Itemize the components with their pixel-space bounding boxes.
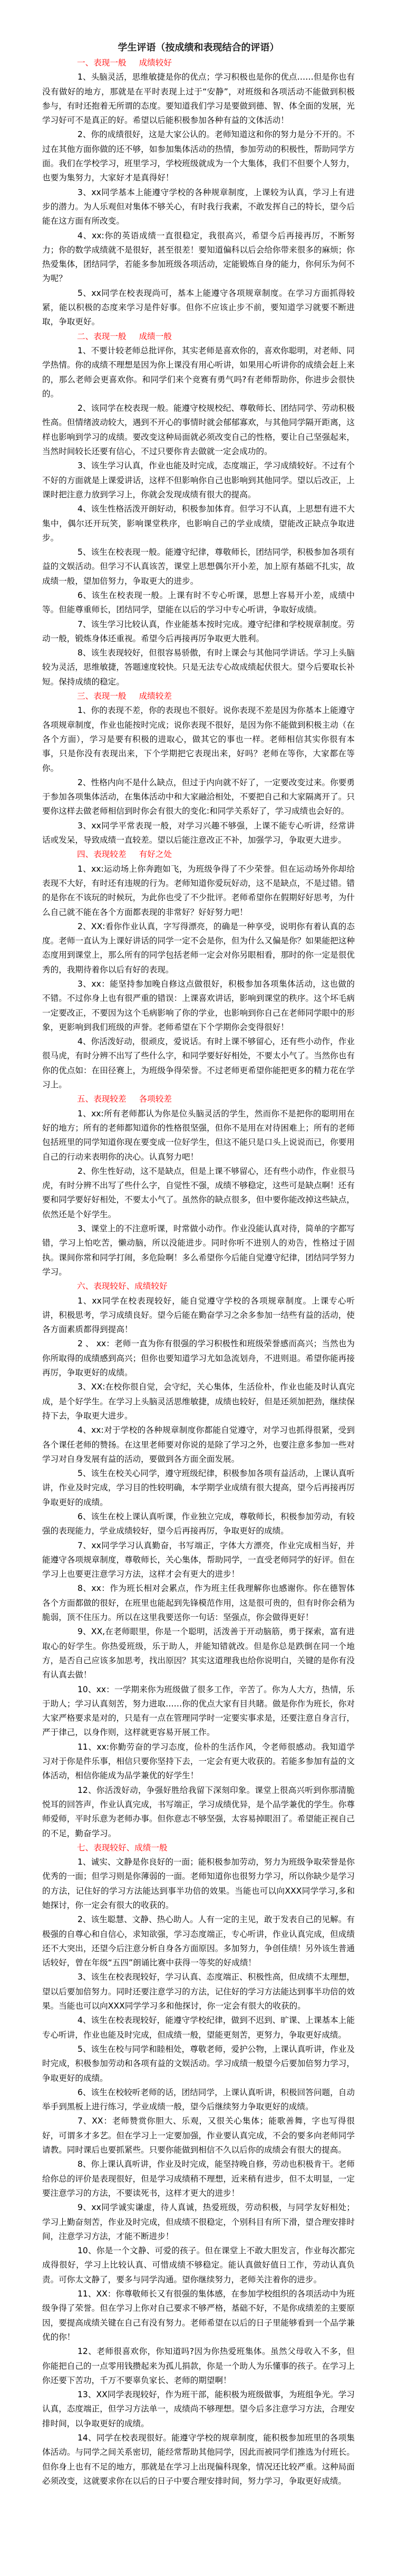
comment-paragraph: 3、xx同学平常表现一般，对学习兴趣不够强，上课不能专心听讲，经常讲话或发呆，导致成绩一直较差。望以后能注意改正不补，加强学习，争取更大进步。 [42,821,355,845]
document-body [42,56,355,2488]
comment-paragraph: 4、xx:对于学校的各种规章制度你都能自觉遵守，对学习也抓得很紧，受到各个课任老师的赞扬。在这里老师要对你说的是除了学习之外，也要注意多参加一些对学习对自身发展有益的活动，要做到各方面全面发展。 [42,1425,355,1464]
comment-paragraph: 3、该生学习认真，作业也能及时完成，态度端正，学习成绩较好。不过有个不好的方面就是上课爱讲话，这样不但影响你自己也影响到其他同学。望以后改正，上课时把注意力放到学习上，你就会发现成绩有很大的提高。 [42,461,355,499]
comment-paragraph: 14、同学在校表现很好。能遵守学校的规章制度，能积极参加班里的各项集体活动。与同学之间关系密切，能经常帮助其他同学，因此而被同学们推选为付班长。但你身上也有不足的地方，那就是在学习上出现偏科现象，情况还比较严重。这种局面必须改变，这就要求你在以后的日子中要合理安排时间，努力学习，争取更好成绩。 [42,2433,355,2486]
comment-paragraph: 12、老师很喜欢你，你知道吗?因为你热爱班集体。虽然父母收入不多，但你能把自己的一点零用钱攒起来为孤儿捐款，你是一个助人为乐懂事的孩子。在学习上你还要下苦功，千万不要辜负家长、老师的期望啊！ [42,2347,355,2385]
section-heading-performance: 五、表现较差 [77,1094,127,1104]
comment-paragraph: 5、该生在校与同学和睦相处，尊敬老师，爱护公物，上课认真听讲，作业及时完成，积极参加劳动和各项有益的文娱活动。学习成绩一般望今后要加倍努力学习，争取更好的成绩。 [42,2044,355,2083]
section-heading [42,1841,355,1855]
comment-paragraph: 5、该生在校关心同学，遵守班级纪律，积极参加各项有益活动，上课认真听讲，作业及时完成，学习目的性较明确，本学期学业成绩有很大提高，望今后再接再厉争取更好的成绩。 [42,1469,355,1507]
section-heading-performance: 三、表现一般 [77,691,127,701]
comment-paragraph: 3、该生在校表现较好，学习认真、态度端正、积极性高，但成绩不太理想，望以后要加倍努力。同时还要注意学习的方法，记住好的学习方法能达到事半功倍的效果。当能也可以向XXX同学学习多和他探讨，你一定会有很大的收获的。 [42,1972,355,2011]
section-heading [42,689,355,703]
comment-paragraph: 11、XX：你尊敬师长又有很强的集体感，在参加学校组织的各项活动中为班级争得了荣誉。但在学习上你对自己要求不够严格，基础不好，不是你成绩差的主要原因，要提高成绩关键在自己有没有努力。老师希望在以后的日子里能够看到一个品学兼优的你！ [42,2289,355,2342]
comment-paragraph: 9、xx同学诚实谦虚，待人真诚，热爱班级，劳动积极，与同学友好相处；学习上勤奋刻苦，作业及时完成，但成绩不很稳定，个别科目有所下滑，望合理安排时间，注意学习方法，才能不断进步！ [42,2203,355,2241]
comment-paragraph: 1、头脑灵活，思维敏捷是你的优点；学习积极也是你的优点……但是你也有没有做好的地方，那就是在平时表现上过于“安静”，对班级和各项活动不能做到积极参与，有时还抱着无所谓的态度。要知道我们学习是要做到德、智、体全面的发展，光学习好可不是真正的好。希望以后能积极参加各种有益的文体活动！ [42,72,355,126]
comment-paragraph: 2、性格内向不是什么缺点，但过于内向就不好了，一定要改变过来。你要勇于参加各项集体活动，在集体活动中和大家融洽相处，不要把自己和大家隔离开了。只要你这样去做老师相信到时你会有很大的变化:和同学关系好了，学习成绩也会好的。 [42,777,355,816]
comment-paragraph: 13、XX同学表现较好，作为班干部，能积极为班级做事，为班组争光。学习认真，态度端正，但学习方法单一，成绩尚不够理想。望今后多注意学习方法，合理安排时间，以争取更好的成绩。 [42,2390,355,2428]
comment-paragraph: 1、不要计较老师总批评你，其实老师是喜欢你的，喜欢你聪明，对老师、同学热情。你的成绩不理想是因为你上课没有用心听讲，如果用心听讲你的成绩会赶上来的，那么老师会更喜欢你。和同学们来个竞赛有勇气吗?有老师帮助你，你进步会很快的。 [42,345,355,399]
comment-paragraph: 1、xx同学在校表现较好，能自觉遵守学校的各项规章制度。上课专心听讲，积极思考，学习成绩良好。望今后能在勤奋学习之余多参加一结些有益的活动，使各方面素质都得到提高！ [42,1296,355,1335]
comment-paragraph: 3、XX:在校你很自觉，会守纪，关心集体，生活俭朴，作业也能及时认真完成，是个好学生。在学习上头脑灵活思维敏捷，成绩也较好，但是还须加把劲，继续保持下去，争取更大进步。 [42,1382,355,1421]
section-heading [42,847,355,862]
section-heading-performance: 一、表现一般 [77,58,127,67]
comment-paragraph: 6、该生在校上课认真听课，作业独立完成，尊敬师长，积极参加劳动，有较强的表现能力，学业成绩较好，望今后再接再厉，争取更好的成绩。 [42,1511,355,1536]
comment-paragraph: 4、该生性格活泼开朗好动，积极参加体育。但学习不认真，上思想有进不大集中，偶尔还开玩笑，影响课堂秩序，也影响自己的学业成绩，望能改正缺点争取进步。 [42,504,355,543]
comment-paragraph: 12、你活泼好动，争强好胜给我留下深刻印象。课堂上很高兴听到你那清脆悦耳的回答声，作业认真完成，书写端正，学习成绩优异，是个品学兼优的学生。你尊师爱师，平时乐意为老师办事。但你意志不够坚强，太容易掉眼泪了。希望能正视自己的不足，勤奋学习。 [42,1785,355,1838]
comment-paragraph: 1、xx:运动场上你奔跑如飞，为班级争得了不少荣誉。但在运动场外你却给表现不大好，有时还有违规的行为。老师知道你爱玩好动，这不是缺点，不是过错。错的是你在不该玩的时候玩，为此你也受了不少批评。老师希望你在假期好好思考，为什么自己就不能在各个方面都表现的非常好？好好努力吧！ [42,864,355,917]
section-heading-grades: 有好之处 [139,850,172,860]
section-heading-grades: 成绩较好 [139,58,172,67]
section-heading-performance: 六、表现较好、成绩较好 [77,1281,168,1291]
comment-paragraph: 7、该生学习比较认真，作业能基本按时完成。遵守纪律和学校规章制度。劳动一般，锻炼身体还重视。希望今后再接再厉争取更大胜利。 [42,619,355,643]
comment-paragraph: 2、你生性好动，这不是缺点，但是上课不够留心，还有些小动作，作业很马虎，有时分辨不出写了些什么字，自觉性不强，成绩不够稳定，这些可是缺点啊！还有要和同学要好好相处，不要太小气了。虽然你的缺点很多，但中要你能改掉这些缺点，依然还是个好学生。 [42,1166,355,1219]
section-heading-performance: 二、表现一般 [77,331,127,341]
comment-paragraph: 7、xx同学学习认真勤奋，书写端正，字体大方漂亮，作业完成相当好，并能遵守各项规章制度，尊敬师长，关心集体，帮助同学，一直受老师同学的好评。但在学习上也要更注意学习方法，这样才会有更大的进步！ [42,1540,355,1579]
comment-paragraph: 2 、 xx：老师一直为你有很强的学习积极性和班级荣誉感而高兴；当然也为你所取得的成绩感到高兴；但你也要知道学习尤如急流划舟，不进则退。希望你能再接再厉，争取更好的成绩。 [42,1339,355,1378]
comment-paragraph: 4、你活泼好动，很顽皮，爱说话。有时上课不够留心，还有些小动作，作业很马虎，有时分辨不出写了些什么字，和同学要好好相处，不要太小气了。当然你也有你的优点如：在田径赛上，为班级争得荣誉。不过老师更希望你能把更多的精力花在学习上。 [42,1037,355,1090]
comment-paragraph: 3、xx：能坚持参加晚自修这点做很好，积极参加各项集体活动，这也做的不错。不过你身上也有很严重的错误：上课喜欢讲话，影响到课堂的秩序。这个坏毛病一定要改正，不要因为这个毛病影响了你的学业，也影响到你自己在老师同学眼中的形象，更影响到我们班级的声誉。老师希望在下个学期你会变得很好！ [42,979,355,1032]
comment-paragraph: 1、你的表现不差，你的表现也不很好。说你表现不差是因为你基本上能遵守各项规章制度，作业也能按时完成；说你表现不很好，是因为你不能做到积极主动（在各个方面），学习是要有积极的进取心，做其它的事也一样。老师相信其实你很有本事，只是你没有表现出来，下个学期把它表现出来，好吗？老师在等你，大家都在等你。 [42,706,355,773]
section-heading-grades: 成绩一般 [139,331,172,341]
document-page [42,41,355,2488]
comment-paragraph: 2、你的成绩很好，这是大家公认的。老师知道这和你的努力是分不开的。不过在其他方面你做的还不够，如参加集体活动的热情，参加劳动的积极性，帮助同学方面。我们在学校学习，班里学习，学校班级就成为一个大集体，我们不但要个人努力，也要为集努力，大家好才是真得好！ [42,130,355,183]
comment-paragraph: 10、你是一个文静、可爱的孩子。但在课堂上不敢大胆发言，作业每次都完成得很好，学习上比较认真、可惜成绩不够稳定。能认真做好值日工作，劳动认真负责。可你太文静了，要多与同学沟通。望你继续努力，老师关注着你的进步。 [42,2246,355,2284]
section-heading [42,330,355,344]
section-heading [42,1092,355,1106]
comment-paragraph: 3、课堂上的不注意听课，时常做小动作。作业没能认真对待，简单的字都写错，学习上怕吃苦，懒动脑，所以没能进步。同时你听不进别人的劝告，性格过于固执。课间你常和同学打闹，多危险啊！多么希望你今后能自觉遵守纪律，团结同学努力学习。 [42,1224,355,1277]
document-title: 学生评语（按成绩和表现结合的评语） [118,42,279,53]
comment-paragraph: 1、诚实、文静是你良好的一面；能积极参加劳动，努力为班级争取荣誉是你优秀的一面；但学习则是你薄弱的一面。老师知道你也很努力学习，所以你缺少是学习的方法，记住好的学习方法能达到事半功倍的效果。当能也可以向XXX同学学习,多和她探讨，你一定会有很大的收获的。 [42,1857,355,1910]
section-heading-performance: 四、表现较差 [77,850,127,860]
section-heading-grades: 成绩较差 [139,691,172,701]
comment-paragraph: 8、xx：作为班长相对会累点，作为班主任我理解你也感谢你。你在德智体各个方面都做的很好，在班里也能起到先锋模范作用，这是很可贵的，但有时你会稍为脆弱，顶不住压力。所以在这里我要送你一句话：坚强点，你会做得更好！ [42,1584,355,1623]
comment-paragraph: 4、该生在校表现较好，能遵守学校纪律，做到不迟到、旷课、上课基本上能专心听讲，作业也能及时完成，但成绩一般，望能更刻苦，更努力，争取更好成绩。 [42,2015,355,2040]
comment-paragraph: 5、该生在校表现一般。能遵守纪律，尊敬师长，团结同学，积极参加各项有益的文娱活动。但学习不认真该苦，课堂上思想偶尔开小差，加上原有基础不扎实，故成绩一般，望加倍努力，争取更大的进步。 [42,547,355,586]
comment-paragraph: 8、你上课认真听讲，作业及时完成，能坚持晚自修，劳动也积极肯干。老师给你总的评价是表现很好，但是学习成绩稍不理想，近来稍有进步，但不太明显，一定要注意学习的方法，不要读死书，这样才更大的进步！ [42,2159,355,2198]
comment-paragraph: 6、该生在校表现一般。上课有时不专心听课，思想上容易开小差，成绩中等。但能尊重师长，团结同学，望能在以后的学习中专心听讲，争取好成绩。 [42,590,355,615]
comment-paragraph: 7、XX：老师赞赏你胆大、乐观，又很关心集体；能歌善舞，字也写得很好，可谓多才多艺。但在学习上一定要加强，作业要认真完成，不会的要多向老师同学请教。同时课后也要抓紧些。只要你能做到相信不久以后你的成绩会有很大的提高。 [42,2116,355,2155]
comment-paragraph: 6、该生在校较听老师的话，团结同学，上课认真听讲，积极回答问题，自动举手到黑板上进行练习，学业成绩一般，望今后继续努力争取更好的成绩。 [42,2087,355,2112]
section-heading [42,1279,355,1294]
comment-paragraph: 5、xx同学在校表现尚可，基本上能遵守各项规章制度。在学习方面抓得较紧，能以积极的态度来学习是件好事。但你不应该止步不前，要知道学习就要不断进取，争取更好。 [42,288,355,327]
comment-paragraph: 2、该同学在校表现一般。能遵守校规校纪、尊敬师长、团结同学、劳动积极性高。但情绪波动较大，遇到不开心的事情时就会郁郁寡欢，与其他同学隔开距离，这样也影响到学习的成绩。要改变这种局面就必须改变自己的性格，要让自己坚强起来，当然时间较长还要有信心，不过只要你肯去做就一定会成功的。 [42,403,355,457]
comment-paragraph: 4、xx:你的英语成绩一直很稳定，我很高兴，希望今后再接再厉，不断努力；你的数学成绩就不是很好，甚至很差！要知道偏科以后会给你带来很多的麻烦；你热爱集体，团结同学，若能多参加班级各项活动，定能锻炼自身的能力，你何乐为何不为呢？ [42,230,355,284]
comment-paragraph: 11、xx:你勤劳奋的学习态度，俭朴的生活作风，令老师很感动。我知道学习对于你是件乐事，相信只要你坚持下去，一定会有更大收获的。若能多参加有益的文体活动，相信你能成为品学兼优的好学生！ [42,1742,355,1781]
section-heading [42,56,355,70]
comment-paragraph: 8、该生表现较好，但很容易骄傲，有时上课会与其他同学讲话。学习上头脑较为灵活，思维敏捷，答题速度较快。只是无法专心故成绩起伏很大。望今后要取长补短。保持成绩的稳定。 [42,648,355,687]
comment-paragraph: 10、xx：一学期来你为班级做了很多工作，辛苦了。你为人大方，热情，乐于助人；学习认真刻苦，努力进取……你的优点大家有目共睹。做是你作为班长，你对大家严格要求是对的，只是有一点在管理同学时一定要实事求是，还要注意自身言行，严于律己，以身作则，这样就更容易开展工作。 [42,1684,355,1738]
comment-paragraph: 2、XX:看你作业认真，字写得漂亮，的确是一种享受，说明你有着认真的态度。老师一直认为上课好讲话的同学一定不会是你，但为什么又偏是你？如果能把这种态度用到课堂上，那么所有的同学包括老师一定会对你另眼相看，那时的你一定是很优秀的，我期待着你以后有好的表现。 [42,921,355,975]
comment-paragraph: 9、XX,在老师眼里，你是一个聪明，活泼善于开动脑筋，勇于探索，富有进取心的好学生。你热爱班级，乐于助人，并能知错就改。但是你总是跌倒在同一个地方，是否自己应该多加思考，找出原因？其实这道理我也给你说明白，关键的是你有没有认真去做！ [42,1627,355,1680]
section-heading-grades: 各项较差 [139,1094,172,1104]
section-heading-performance: 七、表现较好、成绩一般 [77,1842,168,1853]
comment-paragraph: 2、该生聪慧、文静、热心助人。人有一定的主见，敢于发表自己的见解。有极强的自尊心和自信心，求知欲强，学习态度端正，专心听讲，作业认真完成，但成绩还不大突出，还望今后注意分析自身各方面原因。多加努力，争创佳绩！另外该生普通话较好，曾在年级“五四”朗诵比赛中获得一等奖的好成绩！ [42,1915,355,1968]
comment-paragraph: 3、xx同学基本上能遵守学校的各种规章制度，上课较为认真，学习上有进步的潜力。为人乐观但对集体不够关心，有时我行我素，不敢发挥自己的特长，望今后能在这方面有所改变。 [42,187,355,226]
comment-paragraph: 1、xx:所有老师都认为你是位头脑灵活的学生，然而你不是把你的聪明用在好的地方；所有的老师都知道你的性格很坚强，但你不是用在对待困难上；所有的老师包括班里的同学知道你现在要变成一位好学生，但这不能只是口头上说说而已，你要用自己的行动来表明你的决心。认真努力吧！ [42,1108,355,1162]
